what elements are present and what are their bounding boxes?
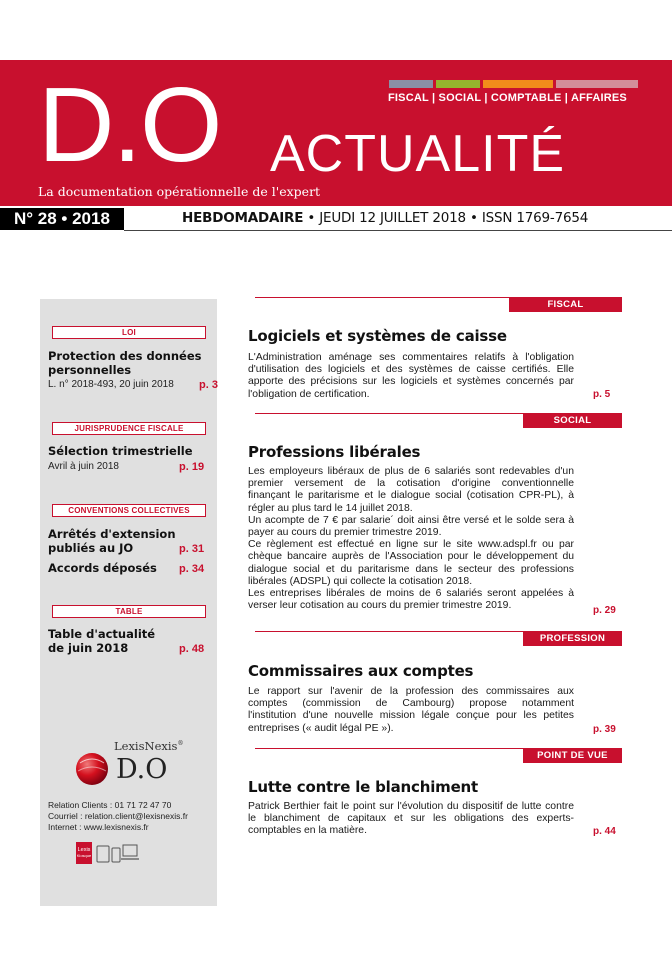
article-line: d'utilisation des logiciels et des systèmes de caisse certifiés. Elle — [248, 364, 574, 376]
sidebar-conventions-item1-page[interactable]: p. 31 — [179, 543, 205, 555]
kiosque-book-icon — [76, 842, 92, 864]
article-line: payer au cours du premier trimestre 2019. — [248, 527, 442, 539]
sidebar-table-title-line1[interactable]: Table d'actualité — [48, 627, 156, 641]
issue-divider — [124, 230, 672, 231]
section-tag-social: SOCIAL — [523, 414, 622, 428]
article-line: L'Administration aménage ses commentaires relatifs à l'obligation — [248, 352, 574, 363]
sidebar-table-title-line2[interactable]: de juin 2018 — [48, 641, 129, 655]
sidebar-conventions-item1-line2[interactable]: publiés au JO — [48, 541, 134, 555]
issue-frequency: HEBDOMADAIRE — [182, 210, 304, 226]
comptable-color-bar — [483, 80, 553, 88]
lexisnexis-do-text: D.O — [116, 754, 168, 785]
article-line: Les entreprises libérales de moins de 6 salariés seront appelées à — [248, 588, 574, 600]
sidebar-juris-title[interactable]: Sélection trimestrielle — [48, 444, 193, 458]
contact-phone: Relation Clients : 01 71 72 47 70 — [48, 800, 172, 810]
article-line: chèque bancaire auprès de l'Association pour le développement du — [248, 551, 574, 563]
registered-mark: ® — [177, 740, 184, 748]
sidebar-conventions-item2[interactable]: Accords déposés — [48, 561, 157, 575]
section-tag-point-de-vue: POINT DE VUE — [523, 749, 622, 763]
issue-issn: ISSN 1769-7654 — [481, 210, 589, 226]
article-title-blanchiment[interactable]: Lutte contre le blanchiment — [248, 778, 478, 796]
article-line: verser leur cotisation au cours du premier trimestre 2019. — [248, 600, 512, 612]
article-page-blanchiment[interactable]: p. 44 — [593, 826, 616, 837]
logo-do: D.O — [38, 66, 221, 184]
article-line: libérales (ADSPL) qui collecte la cotisation 2018. — [248, 575, 473, 587]
sidebar-loi-title-line2[interactable]: personnelles — [48, 363, 132, 377]
sidebar-loi-title-line1[interactable]: Protection des données — [48, 349, 202, 363]
kiosque-line1: Lexis — [77, 847, 91, 853]
lexisnexis-logo — [74, 735, 194, 789]
article-body-professions — [248, 466, 574, 612]
contact-email[interactable]: Courriel : relation.client@lexisnexis.fr — [48, 811, 188, 821]
lexisnexis-wordmark — [114, 739, 183, 753]
lexisnexis-globe-icon — [74, 749, 110, 789]
article-line: dialogue social et du paritarisme dans le secteur des professions — [248, 563, 574, 575]
article-line: entreprises (« audit légal PE »). — [248, 722, 394, 734]
section-tag-profession: PROFESSION — [523, 632, 622, 646]
article-page-logiciels[interactable]: p. 5 — [593, 389, 611, 400]
category-social: SOCIAL — [438, 92, 482, 104]
tagline: La documentation opérationnelle de l'expert — [38, 184, 321, 199]
sidebar-loi-subtitle: L. n° 2018-493, 20 juin 2018 — [48, 379, 174, 390]
article-title-commissaires[interactable]: Commissaires aux comptes — [248, 662, 474, 680]
article-line: l'institution d'une nouvelle mission légale conçue pour les petites — [248, 710, 574, 722]
fiscal-color-bar — [389, 80, 433, 88]
article-body-blanchiment — [248, 801, 574, 838]
sidebar-heading-loi: LOI — [52, 326, 206, 339]
category-fiscal: FISCAL — [388, 92, 429, 104]
article-line: l'obligation de certification. — [248, 388, 370, 400]
article-line: comptes (commission de Cambourg) propose notamment — [248, 698, 574, 710]
article-title-logiciels[interactable]: Logiciels et systèmes de caisse — [248, 327, 507, 345]
category-affaires: AFFAIRES — [570, 92, 627, 104]
article-body-commissaires — [248, 686, 574, 735]
section-tag-fiscal: FISCAL — [509, 298, 622, 312]
issue-info: HEBDOMADAIRE • JEUDI 12 JUILLET 2018 • ISSN 1769-7654 — [182, 210, 589, 226]
sidebar-conventions-item2-page[interactable]: p. 34 — [179, 563, 205, 575]
sidebar-juris-subtitle: Avril à juin 2018 — [48, 461, 119, 472]
sidebar-conventions-item1-line1[interactable]: Arrêtés d'extension — [48, 527, 176, 541]
lexis-kiosque-badge[interactable] — [76, 842, 138, 864]
article-line: apporte des précisions sur les logiciels et systèmes concernés par — [248, 376, 574, 388]
article-title-professions[interactable]: Professions libérales — [248, 443, 421, 461]
lexisnexis-name: LexisNexis — [114, 739, 178, 753]
article-line: Patrick Berthier fait le point sur l'évolution du dispositif de lutte contre — [248, 801, 574, 812]
sidebar-heading-conventions: CONVENTIONS COLLECTIVES — [52, 504, 206, 517]
article-body-logiciels — [248, 352, 574, 401]
article-line: Ce règlement est effectué en ligne sur le site www.adspl.fr ou par — [248, 539, 574, 551]
article-line: régler au plus tard le 14 juillet 2018. — [248, 502, 413, 514]
social-color-bar — [436, 80, 480, 88]
article-line: finançant le paritarisme et le dialogue social (cotisation CPR-PL), à — [248, 490, 574, 502]
article-page-commissaires[interactable]: p. 39 — [593, 724, 616, 735]
category-comptable: COMPTABLE — [490, 92, 562, 104]
category-list: FISCAL | SOCIAL | COMPTABLE | AFFAIRES — [388, 92, 627, 104]
sidebar-loi-page[interactable]: p. 3 — [199, 379, 218, 391]
article-line: Un acompte de 7 € par salarie´ doit ainsi être versé et le solde sera à — [248, 514, 574, 526]
article-line: Le rapport sur l'avenir de la profession des commissaires aux — [248, 686, 574, 697]
issue-number: N° 28 • 2018 — [0, 208, 124, 230]
kiosque-line2: Kiosque — [76, 853, 92, 858]
issue-date: JEUDI 12 JUILLET 2018 — [319, 210, 466, 226]
sidebar-table-page[interactable]: p. 48 — [179, 643, 205, 655]
article-line: comptables en la matière. — [248, 825, 367, 837]
sidebar-heading-table: TABLE — [52, 605, 206, 618]
article-page-professions[interactable]: p. 29 — [593, 605, 616, 616]
devices-icon — [96, 844, 140, 864]
article-line: premier versement de la cotisation d'origine conventionnelle — [248, 478, 574, 490]
sidebar-heading-jurisprudence: JURISPRUDENCE FISCALE — [52, 422, 206, 435]
affaires-color-bar — [556, 80, 638, 88]
article-line: Les employeurs libéraux de plus de 6 salariés sont redevables d'un — [248, 466, 574, 477]
sidebar-juris-page[interactable]: p. 19 — [179, 461, 205, 473]
logo-actualite: ACTUALITÉ — [270, 125, 566, 183]
contact-website[interactable]: Internet : www.lexisnexis.fr — [48, 822, 149, 832]
article-line: le blanchiment de capitaux et sur les obligations des experts- — [248, 813, 574, 825]
